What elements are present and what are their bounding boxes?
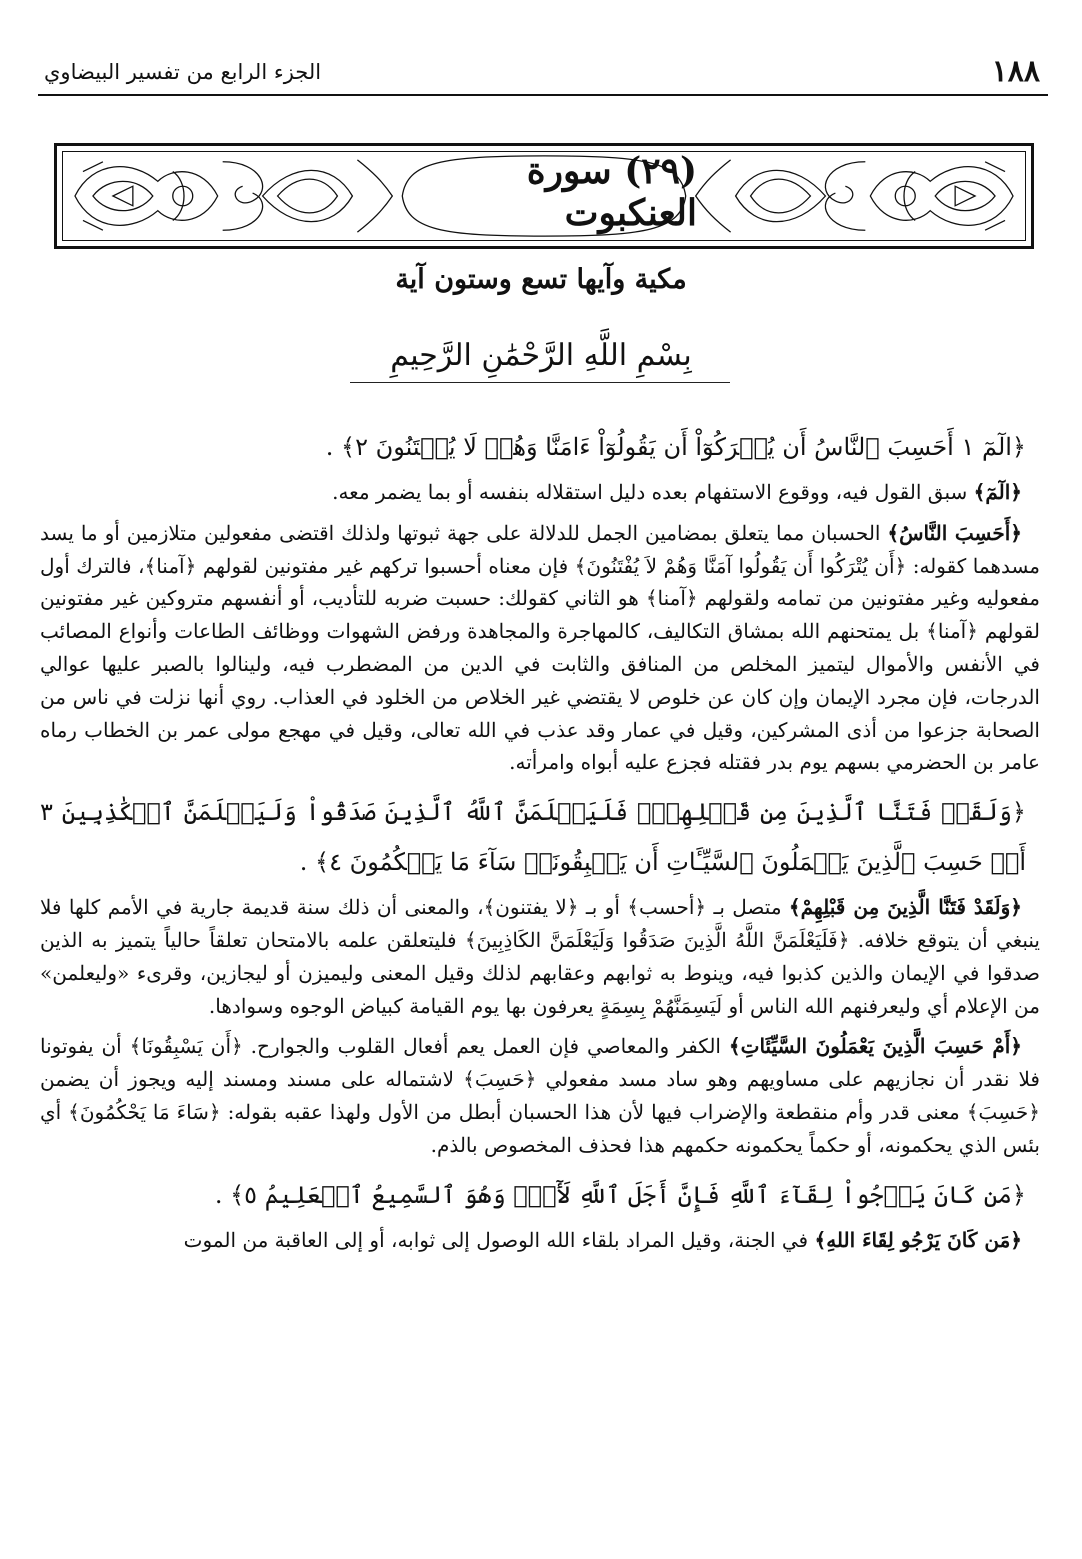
verse-text: ﴿وَلَقَدۡ فَتَنَّا ٱلَّذِينَ مِن قَبۡلِهِمۡۖ فَلَيَعۡلَمَنَّ ٱللَّهُ ٱلَّذِينَ صَدَقُواْ وَلَيَعۡلَمَنَّ ٱلۡكَٰذِبِينَ ٣ أَمۡ حَسِبَ ٱلَّذِينَ يَعۡمَلُونَ ٱلسَّيِّـَٔاتِ أَن يَسۡبِقُونَاۚ سَآءَ مَا يَحۡكُمُونَ ٤﴾ . [40,798,1026,877]
verse-block [40,787,1040,887]
surah-title: (٢٩) سورة العنكبوت [526,150,697,234]
paragraph-text: الكفر والمعاصي فإن العمل يعم أفعال القلوب والجوارح. ﴿أَن يَسْبِقُونَا﴾ أن يفوتونا فلا نقدر أن نجازيهم على مساويهم وهو ساد مسد مفعولي ﴿حَسِبَ﴾ لاشتماله على مسند ومسند إليه ويجوز أن يضمن ﴿حَسِبَ﴾ معنى قدر وأم منقطعة والإضراب فيها لأن هذا الحسبان أبطل من الأول ولهذا عقبه بقوله: ﴿سَاءَ مَا يَحْكُمُونَ﴾ أي بئس الذي يحكمونه، أو حكماً يحكمونه حكمهم هذا فحذف المخصوص بالذم. [40,1034,1040,1157]
verse-block [40,422,1040,472]
quoted-term: ﴿الٓمٓ﴾ [973,480,1022,504]
paragraph-text: الحسبان مما يتعلق بمضامين الجمل للدلالة على جهة ثبوتها ولذلك اقتضى مفعولين متلازمين أو ما يسد مسدهما كقوله: ﴿أَن يُتْرَكُوا أَن يَقُولُوا آمَنَّا وَهُمْ لاَ يُفْتَنُونَ﴾ فإن معناه أحسبوا تركهم غير مفتونين لقولهم ﴿آمنا﴾، فالترك أول مفعوليه وغير مفتونين من تمامه ولقولهم ﴿آمنا﴾ هو الثاني كقولك: حسبت ضربه للتأديب، أو أنفسهم متروكين غير مفتونين لقولهم ﴿آمنا﴾ بل يمتحنهم الله بمشاق التكاليف، كالمهاجرة والمجاهدة ورفض الشهوات ووظائف الطاعات وأنواع المصائب في الأنفس والأموال ليتميز المخلص من المنافق والثابت في الدين من المضطرب فيه، ولينالوا بالصبر عليها عوالي الدرجات، فإن مجرد الإيمان وإن كان عن خلوص لا يقتضي غير الخلاص من الخلود في العذاب. روي أنها نزلت في ناس من الصحابة جزعوا من أذى المشركين، وقيل في عمار وقد عذب في الله تعالى، وقيل في مهجع مولى عمر بن الخطاب رماه عامر بن الحضرمي بسهم يوم بدر فقتله فجزع عليه أبواه وامرأته. [40,520,1040,775]
paragraph-text: متصل بـ ﴿أحسب﴾ أو بـ ﴿لا يفتنون﴾، والمعنى أن ذلك سنة قديمة جارية في الأمم كلها فلا ينبغي أن يتوقع خلافه. ﴿فَلَيَعْلَمَنَّ اللَّهُ الَّذِينَ صَدَقُوا وَلَيَعْلَمَنَّ الكَاذِبِينَ﴾ فليتعلقن علمه بالامتحان تعلقاً حالياً يتميز به الذين صدقوا في الإيمان والذين كذبوا فيه، وينوط به ثوابهم وعقابهم لذلك وقيل المعنى وليميزن أو ليجازين، وقرىء «وليعلمن» من الإعلام أي وليعرفنهم الله الناس أو لَيَسِمَنَّهُمْ بِسِمَةٍ يعرفون بها يوم القيامة كبياض الوجوه وسوادها. [40,895,1040,1018]
commentary-paragraph [40,476,1040,509]
running-title: الجزء الرابع من تفسير البيضاوي [44,60,322,84]
commentary-paragraph [40,1030,1040,1161]
page-number: ١٨٨ [991,54,1040,89]
verse-block [40,1170,1040,1220]
paragraph-text: في الجنة، وقيل المراد بلقاء الله الوصول إلى ثوابه، أو إلى العاقبة من الموت [183,1227,815,1252]
commentary-paragraph [40,517,1040,779]
commentary-body [40,422,1040,1264]
surah-subtitle: مكية وآيها تسع وستون آية [395,264,687,295]
page-header [38,52,1048,96]
commentary-paragraph [40,1224,1040,1257]
commentary-paragraph [40,891,1040,1022]
header-rule [38,94,1048,96]
quoted-term: ﴿أَمْ حَسِبَ الَّذِينَ يَعْمَلُونَ السَّيِّئَاتِ﴾ [728,1034,1022,1059]
verse-text: ﴿مَن كَانَ يَرۡجُواْ لِقَآءَ ٱللَّهِ فَإِنَّ أَجَلَ ٱللَّهِ لَأٓتٖۚ وَهُوَ ٱلسَّمِيعُ ٱلۡعَلِيمُ ٥﴾ . [214,1180,1026,1209]
verse-text: ﴿الٓمٓ ١ أَحَسِبَ ٱلنَّاسُ أَن يُتۡرَكُوٓاْ أَن يَقُولُوٓاْ ءَامَنَّا وَهُمۡ لَا يُفۡتَنُونَ ٢﴾ . [325,433,1026,461]
surah-banner [54,143,1034,249]
paragraph-text: سبق القول فيه، ووقوع الاستفهام بعده دليل استقلاله بنفسه أو بما يضمر معه. [332,480,974,504]
quoted-term: ﴿وَلَقَدْ فَتَنَّا الَّذِينَ مِن قَبْلِهِمْ﴾ [788,895,1022,920]
quoted-term: ﴿أَحَسِبَ النَّاسُ﴾ [887,520,1022,545]
basmala: بِسْمِ اللَّهِ الرَّحْمَٰنِ الرَّحِيمِ [390,338,692,373]
basmala-underline [350,382,730,383]
quoted-term: ﴿مَن كَانَ يَرْجُو لِقَاءَ اللهِ﴾ [814,1227,1022,1252]
